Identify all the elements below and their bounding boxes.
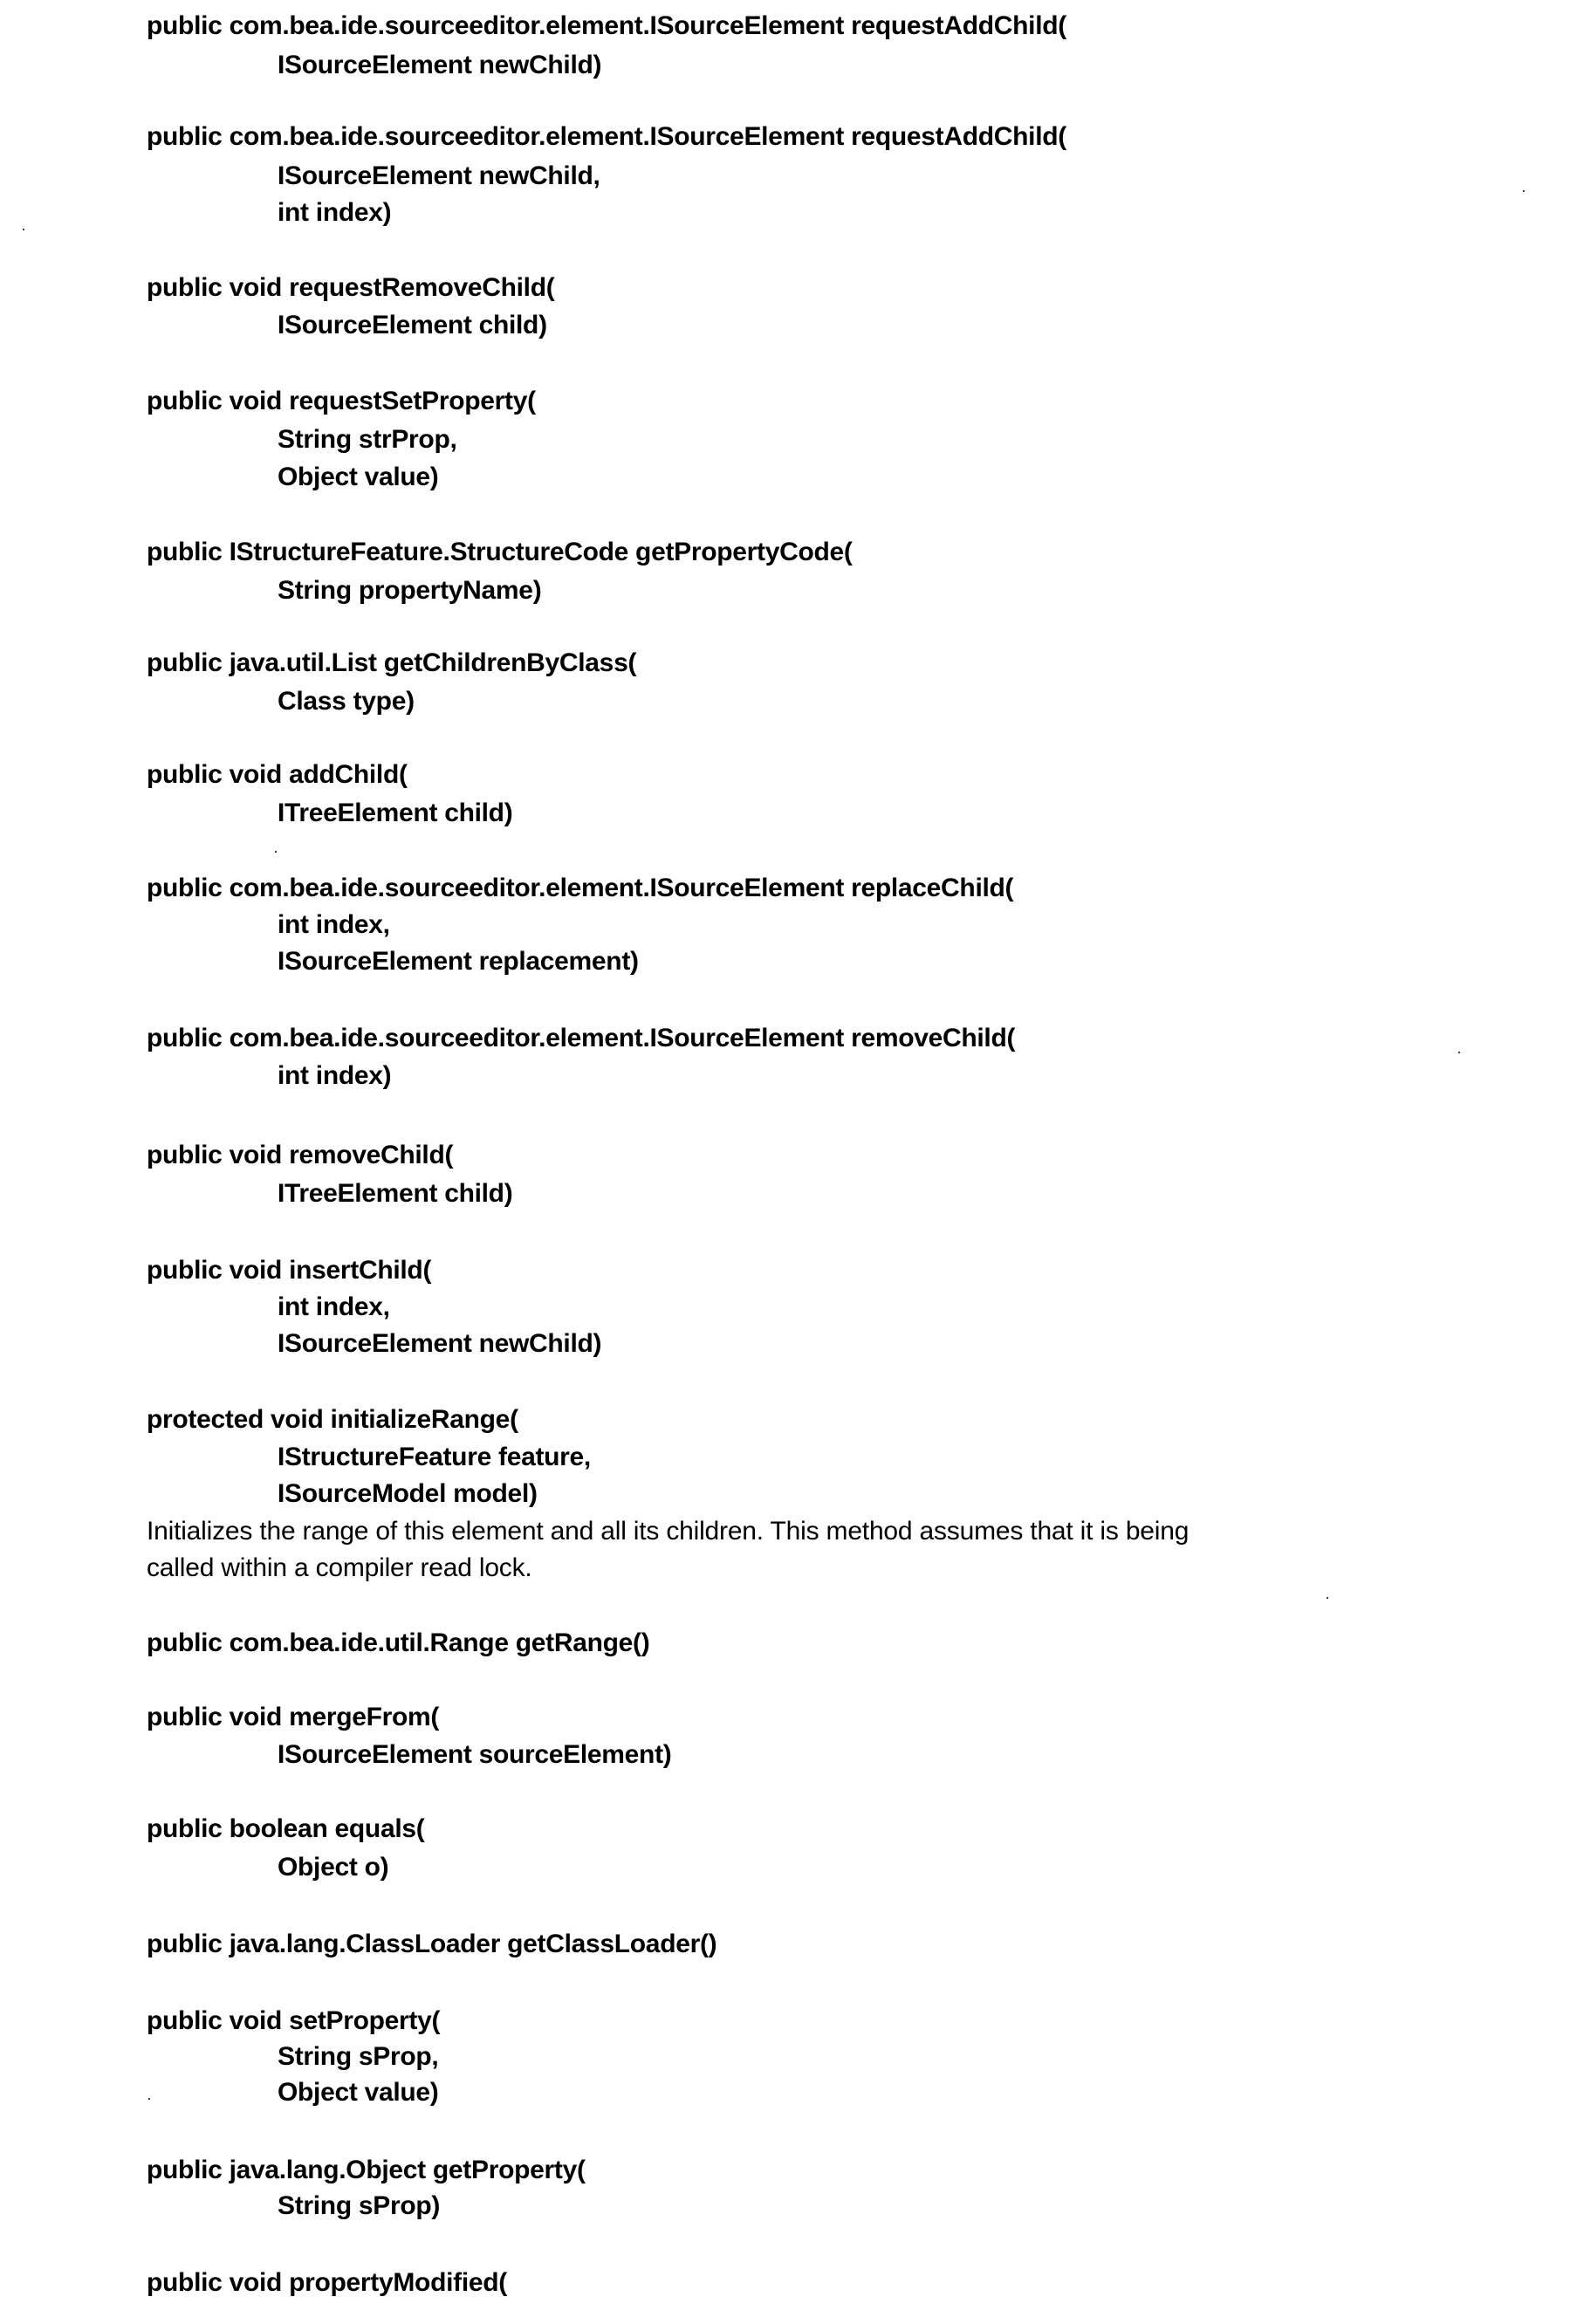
scan-speck: [1523, 190, 1525, 192]
method-parameter: ISourceElement newChild): [278, 1329, 602, 1358]
method-parameter: Object value): [278, 463, 439, 491]
method-signature: public void insertChild(: [147, 1256, 432, 1285]
method-signature: public java.lang.ClassLoader getClassLoader(): [147, 1930, 717, 1958]
method-signature: public void addChild(: [147, 760, 408, 789]
method-signature: public IStructureFeature.StructureCode getPropertyCode(: [147, 538, 853, 566]
method-parameter: ISourceElement child): [278, 311, 547, 339]
method-parameter: int index,: [278, 910, 390, 939]
method-signature: public com.bea.ide.util.Range getRange(): [147, 1628, 650, 1657]
method-parameter: int index): [278, 1061, 392, 1090]
method-parameter: ISourceModel model): [278, 1479, 538, 1508]
method-signature: public java.lang.Object getProperty(: [147, 2156, 586, 2184]
scan-speck: [23, 229, 24, 230]
method-parameter: Object o): [278, 1853, 389, 1882]
method-parameter: int index): [278, 198, 392, 227]
scan-speck: [1458, 1052, 1460, 1053]
method-description: called within a compiler read lock.: [147, 1553, 532, 1582]
method-signature: protected void initializeRange(: [147, 1405, 518, 1434]
method-parameter: int index,: [278, 1292, 390, 1321]
method-signature: public com.bea.ide.sourceeditor.element.ISourceElement requestAddChild(: [147, 11, 1066, 40]
method-signature: public com.bea.ide.sourceeditor.element.ISourceElement replaceChild(: [147, 874, 1014, 902]
method-parameter: String propertyName): [278, 576, 542, 605]
method-signature: public void propertyModified(: [147, 2268, 507, 2297]
method-signature: public void removeChild(: [147, 1141, 454, 1169]
method-signature: public void requestRemoveChild(: [147, 273, 555, 302]
method-parameter: ISourceElement newChild,: [278, 161, 600, 190]
method-parameter: String sProp,: [278, 2042, 439, 2071]
method-description: Initializes the range of this element and all its children. This method assumes that it is being: [147, 1517, 1189, 1546]
method-parameter: ISourceElement sourceElement): [278, 1740, 672, 1769]
method-signature: public void setProperty(: [147, 2006, 441, 2035]
method-parameter: String strProp,: [278, 425, 457, 454]
method-parameter: ITreeElement child): [278, 799, 513, 827]
method-parameter: String sProp): [278, 2191, 441, 2220]
method-signature: public void requestSetProperty(: [147, 387, 536, 415]
method-signature: public java.util.List getChildrenByClass(: [147, 648, 637, 677]
method-parameter: Class type): [278, 687, 415, 716]
scan-speck: [1327, 1597, 1328, 1599]
scan-speck: [148, 2098, 150, 2100]
method-parameter: Object value): [278, 2078, 439, 2107]
method-signature: public void mergeFrom(: [147, 1703, 440, 1731]
method-parameter: ISourceElement replacement): [278, 947, 639, 976]
method-signature: public com.bea.ide.sourceeditor.element.ISourceElement removeChild(: [147, 1024, 1016, 1052]
method-parameter: ITreeElement child): [278, 1179, 513, 1208]
scan-speck: [275, 851, 277, 853]
method-parameter: ISourceElement newChild): [278, 51, 602, 79]
method-parameter: IStructureFeature feature,: [278, 1443, 591, 1471]
method-signature: public boolean equals(: [147, 1814, 425, 1843]
method-signature: public com.bea.ide.sourceeditor.element.ISourceElement requestAddChild(: [147, 122, 1066, 151]
